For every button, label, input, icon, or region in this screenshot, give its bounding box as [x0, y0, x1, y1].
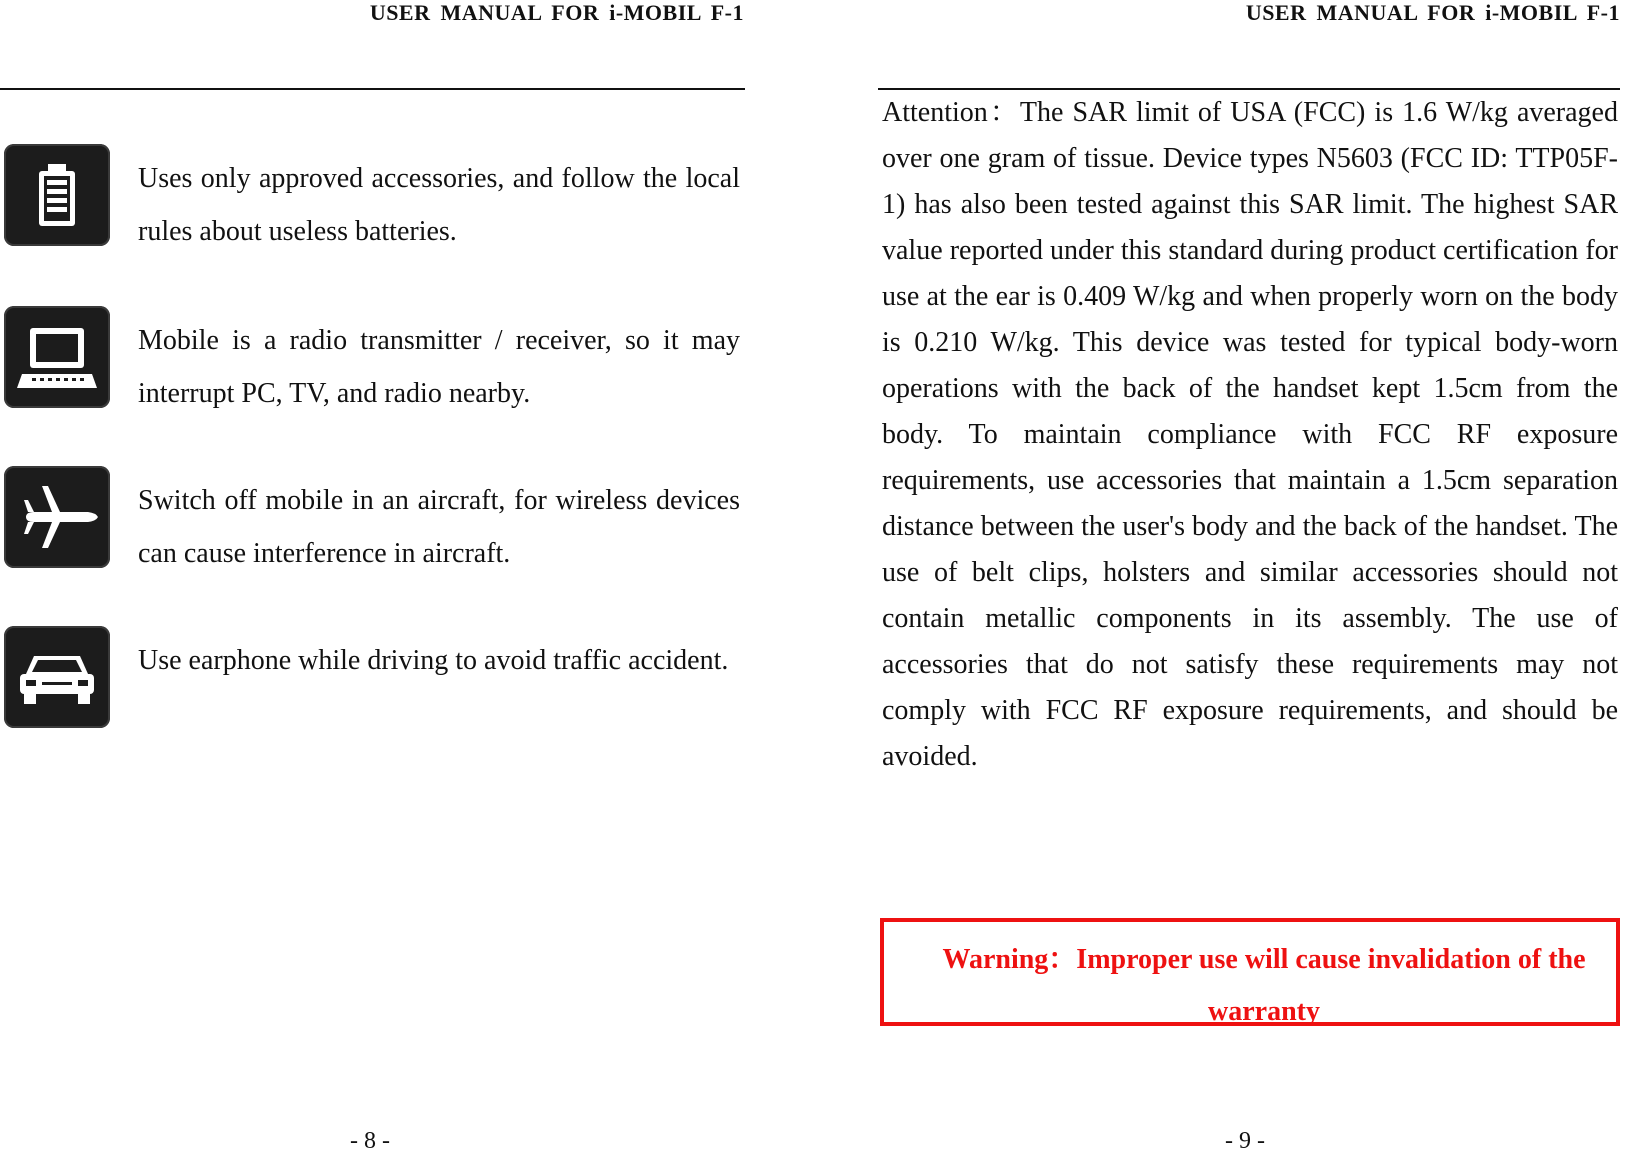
- warranty-warning: Warning：Improper use will cause invalidation of the warranty: [942, 944, 1586, 1027]
- page-number: - 9 -: [1225, 1128, 1265, 1154]
- notice-text: Switch off mobile in an aircraft, for wireless devices can cause interference in aircraft.: [138, 485, 740, 569]
- page-header: USER MANUAL FOR i-MOBIL F-1: [369, 0, 744, 25]
- notice-computer: [0, 306, 745, 416]
- page-number: - 8 -: [350, 1128, 390, 1154]
- notice-battery: [0, 144, 745, 254]
- header-rule: [0, 88, 745, 90]
- computer-icon: [4, 306, 110, 408]
- manual-page-9: [870, 0, 1628, 1168]
- page-header: USER MANUAL FOR i-MOBIL F-1: [1245, 0, 1620, 25]
- airplane-icon: [4, 466, 110, 568]
- warning-box: [880, 918, 1620, 1026]
- notice-text: Use earphone while driving to avoid traffic accident.: [138, 645, 729, 676]
- notice-text: Mobile is a radio transmitter / receiver, so it may interrupt PC, TV, and radio nearby.: [138, 325, 740, 409]
- battery-icon: [4, 144, 110, 246]
- notice-text: Uses only approved accessories, and follow the local rules about useless batteries.: [138, 163, 740, 247]
- sar-attention-paragraph: Attention：The SAR limit of USA (FCC) is 1.6 W/kg averaged over one gram of tissue. Device types N5603 (FCC ID: TTP05F-1) has also been tested against this SAR limit. The highest SAR value reported under this standard during product certification for use at the ear is 0.409 W/kg and when properly worn on the body is 0.210 W/kg. This device was tested for typical body-worn operations with the back of the handset kept 1.5cm from the body. To maintain compliance with FCC RF exposure requirements, use accessories that maintain a 1.5cm separation distance between the user's body and the back of the handset. The use of belt clips, holsters and similar accessories should not contain metallic components in its assembly. The use of accessories that do not satisfy these requirements may not comply with FCC RF exposure requirements, and should be avoided.: [882, 97, 1618, 772]
- manual-page-8: [0, 0, 760, 1168]
- notice-airplane: [0, 466, 745, 576]
- car-icon: [4, 626, 110, 728]
- notice-car: [0, 626, 745, 736]
